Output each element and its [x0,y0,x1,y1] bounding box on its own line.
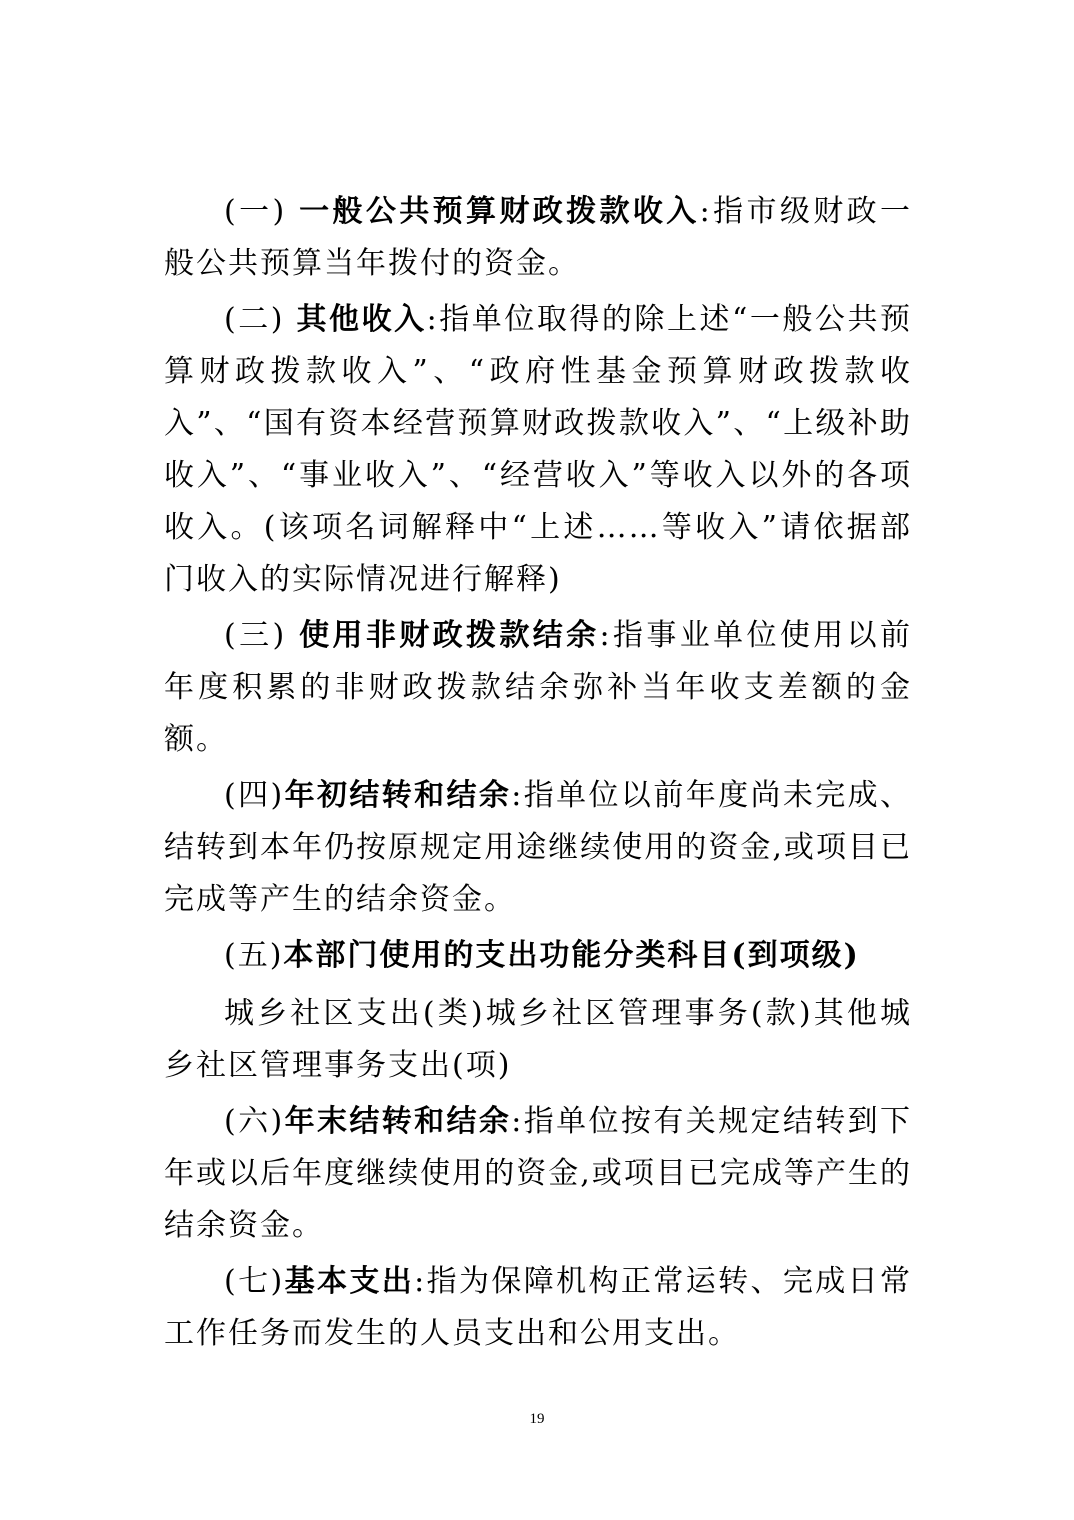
item-label: (四) [224,778,285,813]
paragraph-other-income [164,294,912,606]
term-definition: :指单位取得的除上述“一般公共预算财政拨款收入”、“政府性基金预算财政拨款收入”、“国有资本经营预算财政拨款收入”、“上级补助收入”、“事业收入”、“经营收入”等收入以外的各项收入。(该项名词解释中“上述……等收入”请依据部门收入的实际情况进行解释) [164,302,912,597]
paragraph-non-fiscal-surplus [164,610,912,766]
term-definition: :指单位以前年度尚未完成、结转到本年仍按原规定用途继续使用的资金,或项目已完成等产生的结余资金。 [164,778,913,917]
item-label: (二) [224,302,285,337]
term-definition: :指事业单位使用以前年度积累的非财政拨款结余弥补当年收支差额的金额。 [164,618,913,757]
page-number: 19 [529,1411,545,1427]
paragraph-general-budget-income [164,186,912,290]
term-definition: :指单位按有关规定结转到下年或以后年度继续使用的资金,或项目已完成等产生的结余资金。 [164,1104,913,1243]
term-heading: 使用非财政拨款结余 [299,618,600,653]
item-label: (五) [224,938,284,973]
paragraph-text: 城乡社区支出(类)城乡社区管理事务(款)其他城乡社区管理事务支出(项) [164,996,912,1083]
term-heading: 年初结转和结余 [284,778,512,813]
paragraph-basic-expenditure [164,1256,912,1360]
term-heading: 其他收入 [296,302,427,337]
document-body [164,186,912,1364]
paragraph-closing-carryover [164,1096,912,1252]
term-heading: 本部门使用的支出功能分类科目(到项级) [283,938,860,973]
item-label: (一) [224,194,287,229]
item-label: (三) [224,618,287,653]
paragraph-expenditure-subjects [164,988,912,1092]
term-heading: 基本支出 [284,1264,415,1299]
paragraph-expenditure-classification [164,930,912,982]
item-label: (六) [224,1104,285,1139]
term-heading: 年末结转和结余 [284,1104,512,1139]
paragraph-opening-carryover [164,770,912,926]
term-definition: :指为保障机构正常运转、完成日常工作任务而发生的人员支出和公用支出。 [164,1264,913,1351]
item-label: (七) [224,1264,285,1299]
term-definition: :指市级财政一般公共预算当年拨付的资金。 [164,194,912,281]
term-heading: 一般公共预算财政拨款收入 [299,194,700,229]
